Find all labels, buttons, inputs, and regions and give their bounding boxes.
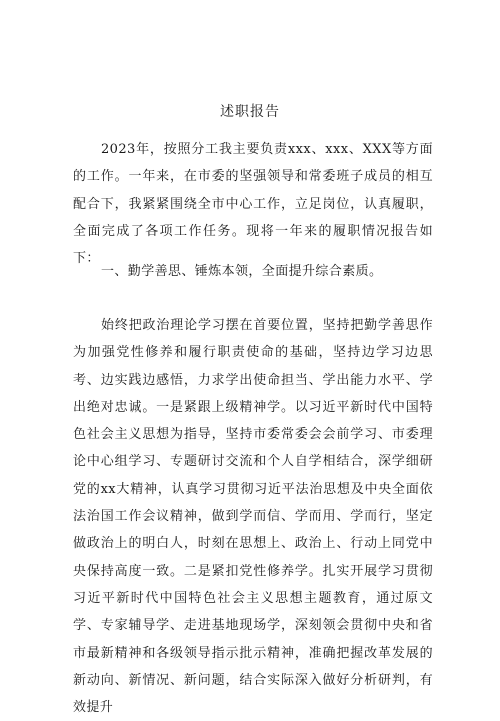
intro-paragraph: 2023年，按照分工我主要负责xxx、xxx、XXX等方面的工作。一年来，在市委的坚强领导和常委班子成员的相互配合下，我紧紧围绕全市中心工作，立足岗位，认真履职，全面完成了各项工作任务。现将一年来的履职情况报告如下： (73, 142, 433, 267)
document-title: 述职报告 (220, 104, 280, 120)
section-heading-1: 一、勤学善思、锤炼本领，全面提升综合素质。 (101, 264, 383, 279)
body-paragraph: 始终把政治理论学习摆在首要位置，坚持把勤学善思作为加强党性修养和履行职责使命的基础，坚持边学习边思考、边实践边感悟，力求学出使命担当、学出能力水平、学出绝对忠诚。一是紧跟上级精神学。以习近平新时代中国特色社会主义思想为指导，坚持市委常委会会前学习、市委理论中心组学习、专题研讨交流和个人自学相结合，深学细研党的xx大精神，认真学习贯彻习近平法治思想及中央全面依法治国工作会议精神，做到学而信、学而用、学而行，坚定做政治上的明白人，时刻在思想上、政治上、行动上同党中央保持高度一致。二是紧扣党性修养学。扎实开展学习贯彻习近平新时代中国特色社会主义思想主题教育，通过原文学、专家辅导学、走进基地现场学，深刻领会贯彻中央和省市最新精神和各级领导指示批示精神，准确把握改革发展的新动向、新情况、新问题，结合实际深入做好分析研判，有效提升 (73, 318, 433, 716)
